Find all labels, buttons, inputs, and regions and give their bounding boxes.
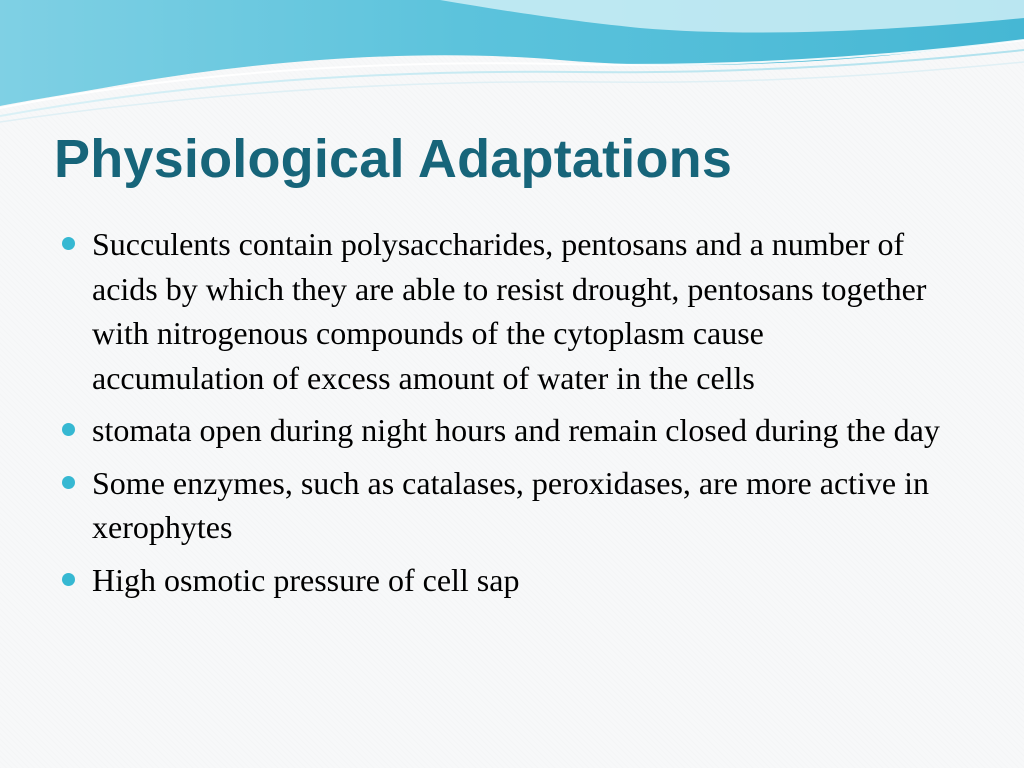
- bullet-item-enzymes: [62, 461, 942, 550]
- bullet-list: [62, 222, 942, 610]
- bullet-text: Some enzymes, such as catalases, peroxidases, are more active in xerophytes: [92, 464, 930, 545]
- bullet-text: High osmotic pressure of cell sap: [92, 561, 520, 598]
- bullet-marker-icon: [62, 423, 75, 436]
- bullet-item-osmotic-pressure: [62, 558, 942, 603]
- bullet-marker-icon: [62, 476, 75, 489]
- slide-title: Physiological Adaptations: [54, 129, 733, 189]
- bullet-item-succulents: [62, 222, 942, 400]
- bullet-marker-icon: [62, 237, 75, 250]
- bullet-text: stomata open during night hours and remain closed during the day: [92, 412, 940, 448]
- bullet-text: Succulents contain polysaccharides, pentosans and a number of acids by which they are able to resist drought, pentosans together with nitrogenous compounds of the cytoplasm cause accumulation of excess amount of water in the cells: [92, 226, 927, 396]
- bullet-marker-icon: [62, 573, 75, 586]
- header-wave-decoration: [0, 0, 1024, 130]
- bullet-item-stomata: [62, 408, 942, 453]
